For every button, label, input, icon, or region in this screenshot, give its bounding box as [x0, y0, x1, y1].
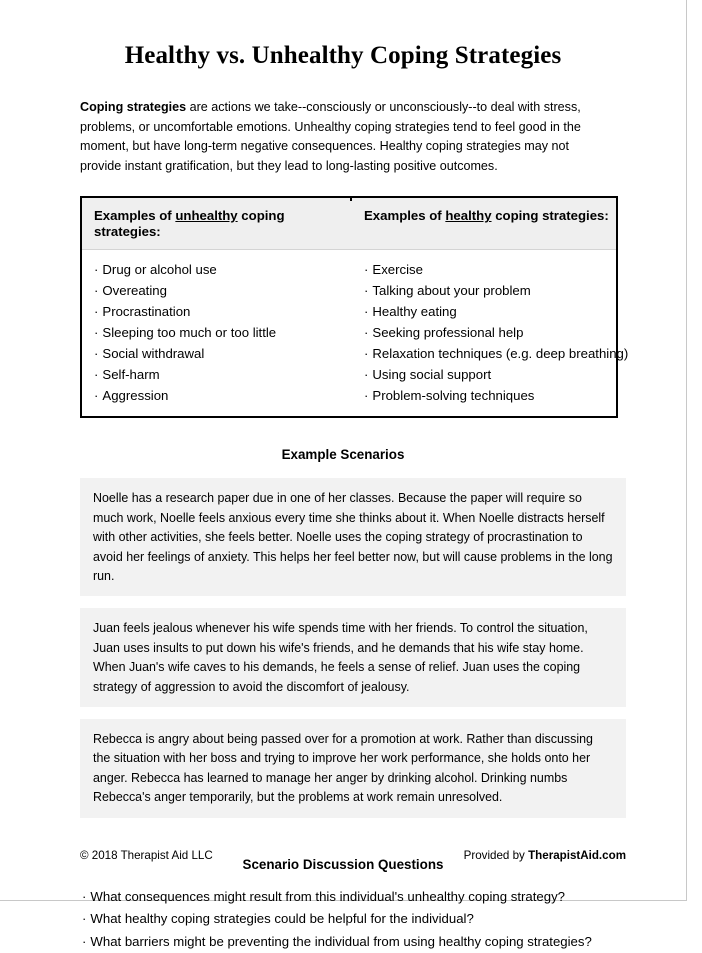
list-item-label: Healthy eating	[372, 304, 457, 320]
table-header-unhealthy-before: Examples of	[94, 208, 176, 224]
bullet-icon: ·	[364, 388, 369, 404]
bullet-icon: ·	[364, 283, 369, 299]
example-scenarios-section	[80, 462, 613, 817]
list-item-label: Seeking professional help	[372, 325, 524, 341]
bullet-icon: ·	[94, 325, 99, 341]
table-header-healthy-keyword: healthy	[445, 208, 492, 224]
list-item-label: Drug or alcohol use	[102, 262, 217, 278]
list-item	[80, 931, 606, 953]
intro-body-text: are actions we take--consciously or unconsciously--to deal with stress, problems, or uncomfortable emotions. Unhealthy coping strategies tend to feel good in the moment, but have long-term negative consequences. Healthy coping strategies may not provide instant gratification, but they lead to long-lasting positive outcomes.	[80, 99, 581, 173]
bullet-icon: ·	[94, 388, 99, 404]
list-item	[352, 343, 629, 364]
list-item	[352, 259, 616, 280]
footer-provided-by-label: Provided by	[463, 849, 529, 862]
list-item	[352, 385, 616, 406]
table-header-unhealthy-keyword: unhealthy	[175, 208, 238, 224]
footer-brand-link[interactable]: TherapistAid.com	[528, 849, 626, 862]
bullet-icon: ·	[364, 346, 369, 362]
bullet-icon: ·	[364, 325, 369, 341]
table-column-tick	[350, 196, 352, 201]
page-edge-right	[686, 0, 687, 901]
list-item	[82, 364, 352, 385]
intro-lead-term: Coping strategies	[80, 99, 187, 114]
bullet-icon: ·	[364, 304, 369, 320]
footer-provided-by	[464, 849, 626, 863]
table-header-healthy-before: Examples of	[364, 208, 446, 224]
bullet-icon: ·	[82, 911, 87, 927]
list-item	[82, 259, 352, 280]
list-item-label: Sleeping too much or too little	[102, 325, 277, 341]
list-item	[352, 364, 616, 385]
list-item-label: What healthy coping strategies could be helpful for the individual?	[90, 911, 474, 927]
bullet-icon: ·	[94, 283, 99, 299]
discussion-questions-heading: Scenario Discussion Questions	[242, 856, 444, 872]
list-item	[82, 301, 352, 322]
list-item-label: Social withdrawal	[102, 346, 205, 362]
footer-copyright: © 2018 Therapist Aid LLC	[80, 849, 213, 862]
page-footer	[80, 849, 626, 863]
bullet-icon: ·	[94, 367, 99, 383]
bullet-icon: ·	[364, 367, 369, 383]
page-title: Healthy vs. Unhealthy Coping Strategies	[124, 42, 562, 69]
coping-strategies-table	[80, 196, 629, 418]
list-item-label: Aggression	[102, 388, 169, 404]
list-item	[82, 385, 352, 406]
table-header-unhealthy	[82, 198, 352, 249]
list-item-label: Problem-solving techniques	[372, 388, 535, 404]
bullet-icon: ·	[364, 262, 369, 278]
list-item	[82, 280, 352, 301]
example-scenarios-heading: Example Scenarios	[281, 447, 405, 463]
table-body-row	[82, 250, 629, 416]
scenario-box	[80, 478, 626, 596]
list-item-label: Using social support	[372, 367, 492, 383]
scenario-box	[80, 608, 626, 707]
bullet-icon: ·	[94, 304, 99, 320]
scenario-text: Noelle has a research paper due in one of her classes. Because the paper will require so much work, Noelle feels anxious every time she thinks about it. When Noelle distracts herself with other activities, she feels better. Noelle uses the coping strategy of procrastination to avoid her feelings of anxiety. This helps her feel better now, but will cause problems in the long run.	[93, 490, 613, 583]
intro-paragraph	[80, 71, 605, 175]
list-item	[80, 886, 606, 909]
list-item	[352, 322, 616, 343]
scenario-text: Rebecca is angry about being passed over for a promotion at work. Rather than discussing the situation with her boss and trying to improve her work performance, she holds onto her anger. Rebecca has learned to manage her anger by drinking alcohol. Drinking numbs Rebecca's anger temporarily, but the problems at work remain unresolved.	[93, 731, 593, 805]
bullet-icon: ·	[82, 933, 87, 949]
list-item-label: Procrastination	[102, 304, 191, 320]
scenario-text: Juan feels jealous whenever his wife spends time with her friends. To control the situation, Juan uses insults to put down his wife's friends, and he demands that his wife stay home. When Juan's wife caves to his demands, he feels a sense of relief. Juan uses the coping strategy of aggression to avoid the discomfort of jealousy.	[93, 620, 588, 694]
unhealthy-strategies-list	[82, 259, 352, 406]
list-item	[80, 908, 606, 931]
table-header-row	[82, 198, 616, 250]
discussion-questions-list	[80, 872, 606, 953]
healthy-strategies-list	[352, 259, 629, 406]
list-item	[82, 322, 352, 343]
list-item-label: Exercise	[372, 262, 423, 278]
bullet-icon: ·	[82, 888, 87, 904]
list-item-label: Relaxation techniques (e.g. deep breathing)	[372, 346, 629, 362]
list-item	[352, 301, 616, 322]
table-header-healthy	[352, 198, 616, 249]
bullet-icon: ·	[94, 346, 99, 362]
list-item-label: What consequences might result from this individual's unhealthy coping strategy?	[90, 888, 565, 904]
table-header-healthy-after: coping strategies:	[491, 208, 609, 224]
list-item-label: What barriers might be preventing the individual from using healthy coping strategies?	[90, 933, 592, 949]
list-item-label: Self-harm	[102, 367, 160, 383]
table-header-unhealthy-after: coping strategies:	[94, 208, 285, 240]
list-item-label: Talking about your problem	[372, 283, 531, 299]
list-item	[82, 343, 352, 364]
list-item-label: Overeating	[102, 283, 167, 299]
bullet-icon: ·	[94, 262, 99, 278]
scenario-box	[80, 719, 626, 818]
list-item	[352, 280, 616, 301]
